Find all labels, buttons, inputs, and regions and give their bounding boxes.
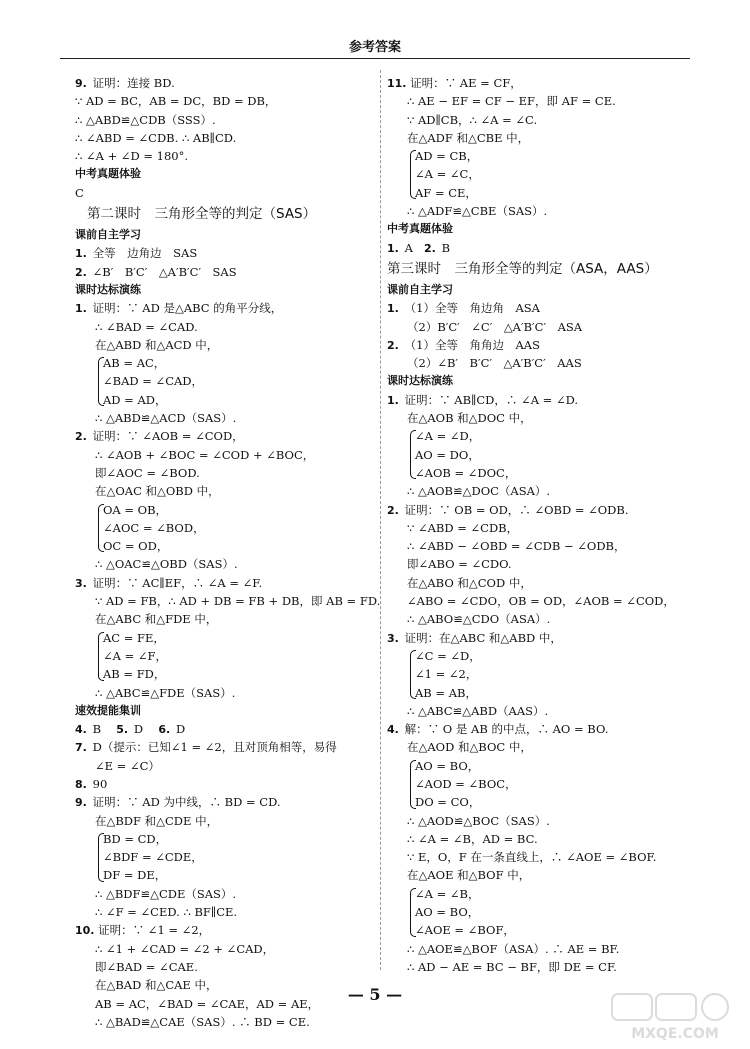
p9b-line-1: 证明：∵ AD 为中线，∴ BD = CD. <box>92 795 281 810</box>
r-p4-line-2: 在△AOD 和△BOC 中， <box>407 740 532 755</box>
q9-number: 9. <box>75 77 87 90</box>
zk2-q2-number: 2. <box>423 241 436 255</box>
left-column <box>75 74 381 1031</box>
p10-line-5: AB = AC，∠BAD = ∠CAE，AD = AE， <box>95 996 320 1011</box>
q9-line-2: ∵ AD = BC，AB = DC，BD = DB， <box>75 94 277 109</box>
q11-number: 11. <box>387 77 407 90</box>
p7-line-2: ∠E = ∠C） <box>95 758 160 773</box>
p4-answer: B <box>92 722 113 737</box>
r-p1-brace-line: AO = DO， <box>415 447 480 462</box>
lesson-3-title: 第三课时 三角形全等的判定（ASA，AAS） <box>387 260 658 277</box>
section-kqzz-right: 课前自主学习 <box>387 282 453 296</box>
section-ksdb-right: 课时达标演练 <box>387 374 453 388</box>
p2-line-4: 在△OAC 和△OBD 中， <box>95 484 220 499</box>
p3-brace-line: AC = FE， <box>103 630 165 645</box>
p1-brace-line: AB = AC， <box>103 356 166 371</box>
r-p3-number: 3. <box>387 631 399 645</box>
q11-brace-line: AF = CE， <box>415 185 477 200</box>
p9b-brace-line: DF = DE， <box>103 868 167 883</box>
p9b-number: 9. <box>75 796 87 810</box>
r-p4-line-4: ∴ ∠A = ∠B，AD = BC. <box>407 831 538 846</box>
r-kqzz-q1a: （1）全等 角边角 ASA <box>404 301 540 316</box>
p1-brace <box>75 354 375 409</box>
r-p1-brace-line: ∠A = ∠D， <box>415 429 481 444</box>
r-p3-line-2: ∴ △ABC≌△ABD（AAS）. <box>407 703 549 718</box>
r-p4-brace-line: AO = BO， <box>415 758 480 773</box>
zhongkao-1-answer: C <box>75 185 84 200</box>
q11-brace-line: ∠A = ∠C， <box>415 167 480 182</box>
section-zhongkao-1: 中考真题体验 <box>75 167 141 181</box>
watermark-logo <box>610 992 740 1044</box>
page-header: 参考答案 <box>348 40 401 55</box>
r-p1-line-3: ∴ △AOB≌△DOC（ASA）. <box>407 484 551 499</box>
q11-line-4: 在△ADF 和△CBE 中， <box>407 130 530 145</box>
r-p4-line-1: 解：∵ O 是 AB 的中点，∴ AO = BO. <box>404 722 609 737</box>
r-p4-line-8: ∴ AD − AE = BC − BF，即 DE = CF. <box>407 959 617 974</box>
p3-line-2: ∵ AD = FB，∴ AD + DB = FB + DB，即 AB = FD. <box>95 594 381 609</box>
watermark-text: MXQE.COM <box>631 1026 719 1042</box>
r-p2-line-2: ∵ ∠ABD = ∠CDB， <box>407 520 519 535</box>
q9-line-1: 证明：连接 BD. <box>92 76 175 90</box>
p8-number: 8. <box>75 777 87 791</box>
section-zhongkao-2: 中考真题体验 <box>387 222 453 236</box>
p2-brace <box>75 501 375 556</box>
p1-number: 1. <box>75 302 87 316</box>
r-p1-number: 1. <box>387 393 399 407</box>
r-kqzz-q2a: （1）全等 角角边 AAS <box>404 337 540 352</box>
r-p3-brace-line: ∠1 = ∠2， <box>415 667 478 682</box>
p3-line-3: 在△ABC 和△FDE 中， <box>95 612 218 627</box>
p4-number: 4. <box>75 723 87 737</box>
section-sxtn: 速效提能集训 <box>75 703 141 717</box>
p2-line-3: 即∠AOC = ∠BOD. <box>95 465 200 480</box>
q11-line-3: ∵ AD∥CB，∴ ∠A = ∠C. <box>407 112 538 127</box>
p3-line-1: 证明：∵ AC∥EF，∴ ∠A = ∠F. <box>92 575 263 590</box>
p10-line-1: 证明：∵ ∠1 = ∠2， <box>98 923 211 938</box>
p5-number: 5. <box>116 723 129 737</box>
r-p4-brace-2 <box>387 885 687 940</box>
zk2-q1-number: 1. <box>387 241 399 255</box>
r-p4-number: 4. <box>387 723 399 737</box>
lesson-2-title: 第二课时 三角形全等的判定（SAS） <box>87 206 317 223</box>
page-number: — 5 — <box>347 985 403 1004</box>
r-p2-line-4: 即∠ABO = ∠CDO. <box>407 557 512 572</box>
p1-line-3: 在△ABD 和△ACD 中， <box>95 337 219 352</box>
kqzz-q1-number: 1. <box>75 247 87 261</box>
p6-answer: D <box>175 722 186 737</box>
p2-line-5: ∴ △OAC≌△OBD（SAS）. <box>95 557 238 572</box>
p9b-line-3: ∴ △BDF≌△CDE（SAS）. <box>95 886 237 901</box>
r-p4-brace-line: DO = CO， <box>415 795 481 810</box>
r-p4-brace2-line: ∠A = ∠B， <box>415 886 480 901</box>
q11-brace <box>387 147 687 202</box>
kqzz-q2-number: 2. <box>75 265 87 279</box>
p9b-brace-line: ∠BDF = ∠CDE， <box>103 850 203 865</box>
section-ksdb-left: 课时达标演练 <box>75 282 141 296</box>
right-column <box>387 74 687 976</box>
r-kqzz-q2-number: 2. <box>387 338 399 352</box>
p6-number: 6. <box>158 723 171 737</box>
p10-line-2: ∴ ∠1 + ∠CAD = ∠2 + ∠CAD， <box>95 941 275 956</box>
r-p2-line-5: 在△ABO 和△COD 中， <box>407 575 532 590</box>
r-p2-number: 2. <box>387 503 399 517</box>
q11-line-1: 证明：∵ AE = CF， <box>410 76 522 90</box>
q9-line-4: ∴ ∠ABD = ∠CDB. ∴ AB∥CD. <box>75 130 237 145</box>
p3-number: 3. <box>75 576 87 590</box>
p10-number: 10. <box>75 924 95 938</box>
p3-brace-line: ∠A = ∠F， <box>103 648 168 663</box>
header-rule <box>60 58 690 59</box>
r-p4-brace-line: ∠AOD = ∠BOC， <box>415 776 517 791</box>
kqzz-q2-answer: ∠B′ B′C′ △A′B′C′ SAS <box>92 264 237 279</box>
r-p4-line-3: ∴ △AOD≌△BOC（SAS）. <box>407 813 550 828</box>
p7-line-1: D（提示：已知∠1 = ∠2，且对顶角相等，易得 <box>92 740 337 755</box>
q11-line-5: ∴ △ADF≌△CBE（SAS）. <box>407 204 548 219</box>
kqzz-q1-answer: 全等 边角边 SAS <box>92 246 198 261</box>
r-p1-line-1: 证明：∵ AB∥CD，∴ ∠A = ∠D. <box>404 392 579 407</box>
q11-brace-line: AD = CB， <box>415 149 479 164</box>
p2-brace-line: OC = OD， <box>103 539 169 554</box>
r-p2-line-6: ∠ABO = ∠CDO，OB = OD，∠AOB = ∠COD， <box>407 594 675 609</box>
r-p4-brace2-line: ∠AOE = ∠BOF， <box>415 923 515 938</box>
r-p3-brace-line: ∠C = ∠D， <box>415 648 481 663</box>
r-p4-brace2-line: AO = BO， <box>415 905 480 920</box>
r-p1-brace <box>387 427 687 482</box>
r-kqzz-q1b: （2）B′C′ ∠C′ △A′B′C′ ASA <box>407 319 583 334</box>
r-p4-line-7: ∴ △AOE≌△BOF（ASA）. ∴ AE = BF. <box>407 941 620 956</box>
q9-line-5: ∴ ∠A + ∠D = 180°. <box>75 149 189 164</box>
p1-brace-line: AD = AD， <box>103 392 167 407</box>
p2-brace-line: ∠AOC = ∠BOD， <box>103 520 205 535</box>
r-p4-line-5: ∵ E，O，F 在一条直线上，∴ ∠AOE = ∠BOF. <box>407 850 657 865</box>
q11-line-2: ∴ AE − EF = CF − EF，即 AF = CE. <box>407 94 616 109</box>
p1-line-2: ∴ ∠BAD = ∠CAD. <box>95 319 198 334</box>
r-p1-brace-line: ∠AOB = ∠DOC， <box>415 465 517 480</box>
q9-line-3: ∴ △ABD≌△CDB（SSS）. <box>75 112 216 127</box>
r-p2-line-1: 证明：∵ OB = OD，∴ ∠OBD = ∠ODB. <box>404 502 629 517</box>
zk2-q1-answer: A <box>404 240 413 255</box>
r-p3-line-1: 证明：在△ABC 和△ABD 中， <box>404 630 562 645</box>
zk2-q2-answer: B <box>441 240 451 255</box>
r-p3-brace <box>387 647 687 702</box>
p10-line-6: ∴ △BAD≌△CAE（SAS）. ∴ BD = CE. <box>95 1014 310 1029</box>
r-p4-line-6: 在△AOE 和△BOF 中， <box>407 868 531 883</box>
p2-brace-line: OA = OB， <box>103 502 168 517</box>
p3-brace-line: AB = FD， <box>103 667 166 682</box>
r-p4-brace <box>387 757 687 812</box>
p9b-line-2: 在△BDF 和△CDE 中， <box>95 813 219 828</box>
p9b-brace-line: BD = CD， <box>103 831 168 846</box>
p3-line-4: ∴ △ABC≌△FDE（SAS）. <box>95 685 236 700</box>
r-p2-line-3: ∴ ∠ABD − ∠OBD = ∠CDB − ∠ODB， <box>407 539 626 554</box>
r-p3-brace-line: AB = AB， <box>415 685 477 700</box>
p2-line-1: 证明：∵ ∠AOB = ∠COD， <box>92 429 244 444</box>
p9b-line-4: ∴ ∠F = ∠CED. ∴ BF∥CE. <box>95 905 238 920</box>
column-divider <box>380 70 381 970</box>
r-kqzz-q1-number: 1. <box>387 302 399 316</box>
p2-number: 2. <box>75 430 87 444</box>
p10-line-4: 在△BAD 和△CAE 中， <box>95 978 218 993</box>
p7-number: 7. <box>75 741 87 755</box>
p5-answer: D <box>133 722 155 737</box>
section-kqzz-left: 课前自主学习 <box>75 228 141 242</box>
p1-brace-line: ∠BAD = ∠CAD， <box>103 374 204 389</box>
r-p1-line-2: 在△AOB 和△DOC 中， <box>407 411 532 426</box>
p1-line-1: 证明：∵ AD 是△ABC 的角平分线， <box>92 301 283 316</box>
r-p2-line-7: ∴ △ABO≌△CDO（ASA）. <box>407 612 551 627</box>
p2-line-2: ∴ ∠AOB + ∠BOC = ∠COD + ∠BOC， <box>95 447 315 462</box>
p3-brace <box>75 629 375 684</box>
p9b-brace <box>75 830 375 885</box>
p1-line-4: ∴ △ABD≌△ACD（SAS）. <box>95 411 237 426</box>
p8-answer: 90 <box>92 776 108 791</box>
r-kqzz-q2b: （2）∠B′ B′C′ △A′B′C′ AAS <box>407 356 582 371</box>
p10-line-3: 即∠BAD = ∠CAE. <box>95 959 198 974</box>
